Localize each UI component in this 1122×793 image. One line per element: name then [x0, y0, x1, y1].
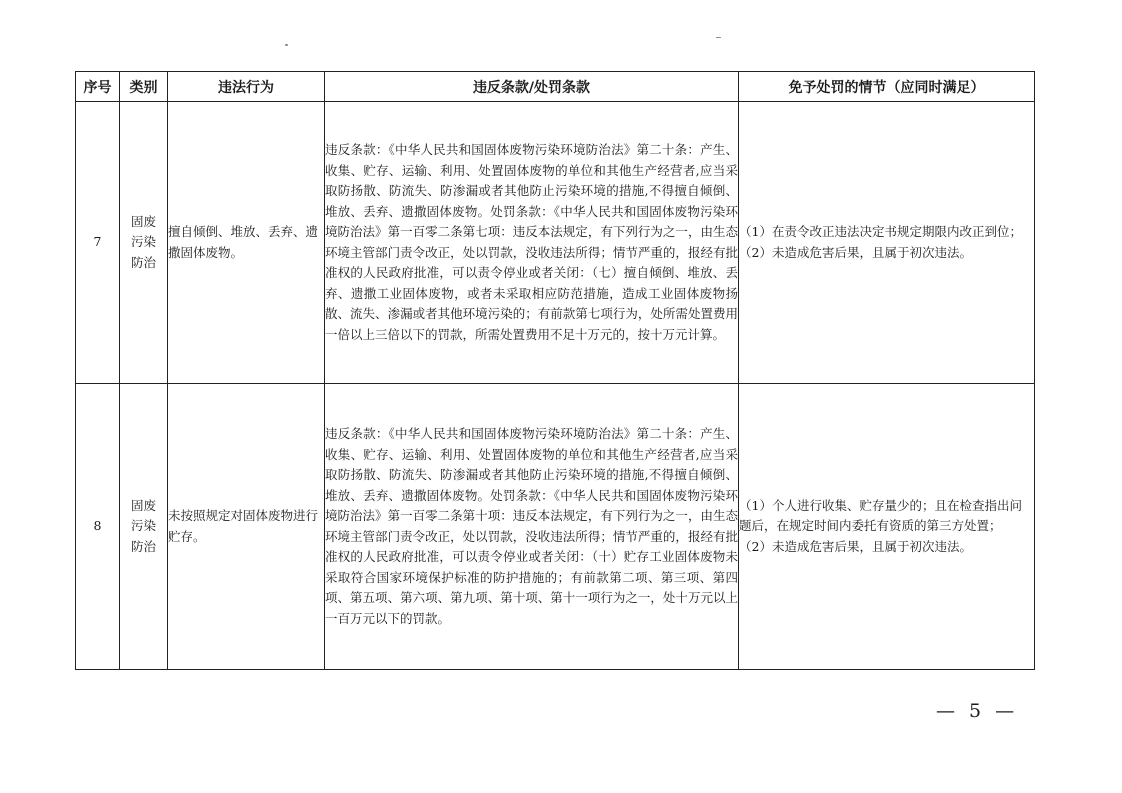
row-violation: 未按照规定对固体废物进行贮存。 [168, 384, 325, 670]
header-law: 违反条款/处罚条款 [325, 72, 739, 102]
header-no: 序号 [76, 72, 120, 102]
category-line: 固废 [130, 213, 156, 229]
category-line: 污染 [130, 518, 156, 534]
scan-speck [285, 44, 288, 46]
table-row [76, 384, 1035, 670]
category-line: 固废 [130, 497, 156, 513]
table-row [76, 102, 1035, 384]
table-header-row [76, 72, 1035, 102]
row-violation: 擅自倾倒、堆放、丢弃、遗撒固体废物。 [168, 102, 325, 384]
row-exemption [739, 102, 1035, 384]
category-line: 防治 [130, 254, 156, 270]
header-exemption: 免予处罚的情节（应同时满足） [739, 72, 1035, 102]
row-law-clause: 违反条款：《中华人民共和国固体废物污染环境防治法》第二十条：产生、收集、贮存、运输、利用、处置固体废物的单位和其他生产经营者,应当采取防扬散、防流失、防渗漏或者其他防止污染环境的措施,不得擅自倾倒、堆放、丢弃、遗撒固体废物。处罚条款：《中华人民共和国固体废物污染环境防治法》第一百零二条第十项：违反本法规定，有下列行为之一，由生态环境主管部门责令改正，处以罚款，没收违法所得；情节严重的，报经有批准权的人民政府批准，可以责令停业或者关闭：（十）贮存工业固体废物未采取符合国家环境保护标准的防护措施的；有前款第二项、第三项、第四项、第五项、第六项、第九项、第十项、第十一项行为之一，处十万元以上一百万元以下的罚款。 [325, 384, 739, 670]
exemption-item: （2）未造成危害后果，且属于初次违法。 [739, 244, 972, 260]
penalty-exemption-table [75, 71, 1035, 670]
category-line: 防治 [130, 538, 156, 554]
row-law-clause: 违反条款：《中华人民共和国固体废物污染环境防治法》第二十条：产生、收集、贮存、运输、利用、处置固体废物的单位和其他生产经营者,应当采取防扬散、防流失、防渗漏或者其他防止污染环境的措施,不得擅自倾倒、堆放、丢弃、遗撒固体废物。处罚条款：《中华人民共和国固体废物污染环境防治法》第一百零二条第七项：违反本法规定，有下列行为之一，由生态环境主管部门责令改正，处以罚款，没收违法所得；情节严重的，报经有批准权的人民政府批准，可以责令停业或者关闭：（七）擅自倾倒、堆放、丢弃、遗撒工业固体废物，或者未采取相应防范措施，造成工业固体废物扬散、流失、渗漏或者其他环境污染的；有前款第七项行为，处所需处置费用一倍以上三倍以下的罚款，所需处置费用不足十万元的，按十万元计算。 [325, 102, 739, 384]
exemption-item: （1）个人进行收集、贮存量少的；且在检查指出问题后，在规定时间内委托有资质的第三方处置； [739, 497, 1022, 534]
row-category [120, 384, 168, 670]
row-number: 8 [76, 384, 120, 670]
row-number: 7 [76, 102, 120, 384]
row-exemption [739, 384, 1035, 670]
exemption-item: （1）在责令改正违法决定书规定期限内改正到位； [739, 224, 1022, 239]
header-category: 类别 [120, 72, 168, 102]
scan-speck [716, 37, 721, 38]
row-category [120, 102, 168, 384]
exemption-item: （2）未造成危害后果，且属于初次违法。 [739, 538, 972, 554]
page-number: — 5 — [936, 700, 1019, 722]
category-line: 污染 [130, 234, 156, 250]
header-violation: 违法行为 [168, 72, 325, 102]
